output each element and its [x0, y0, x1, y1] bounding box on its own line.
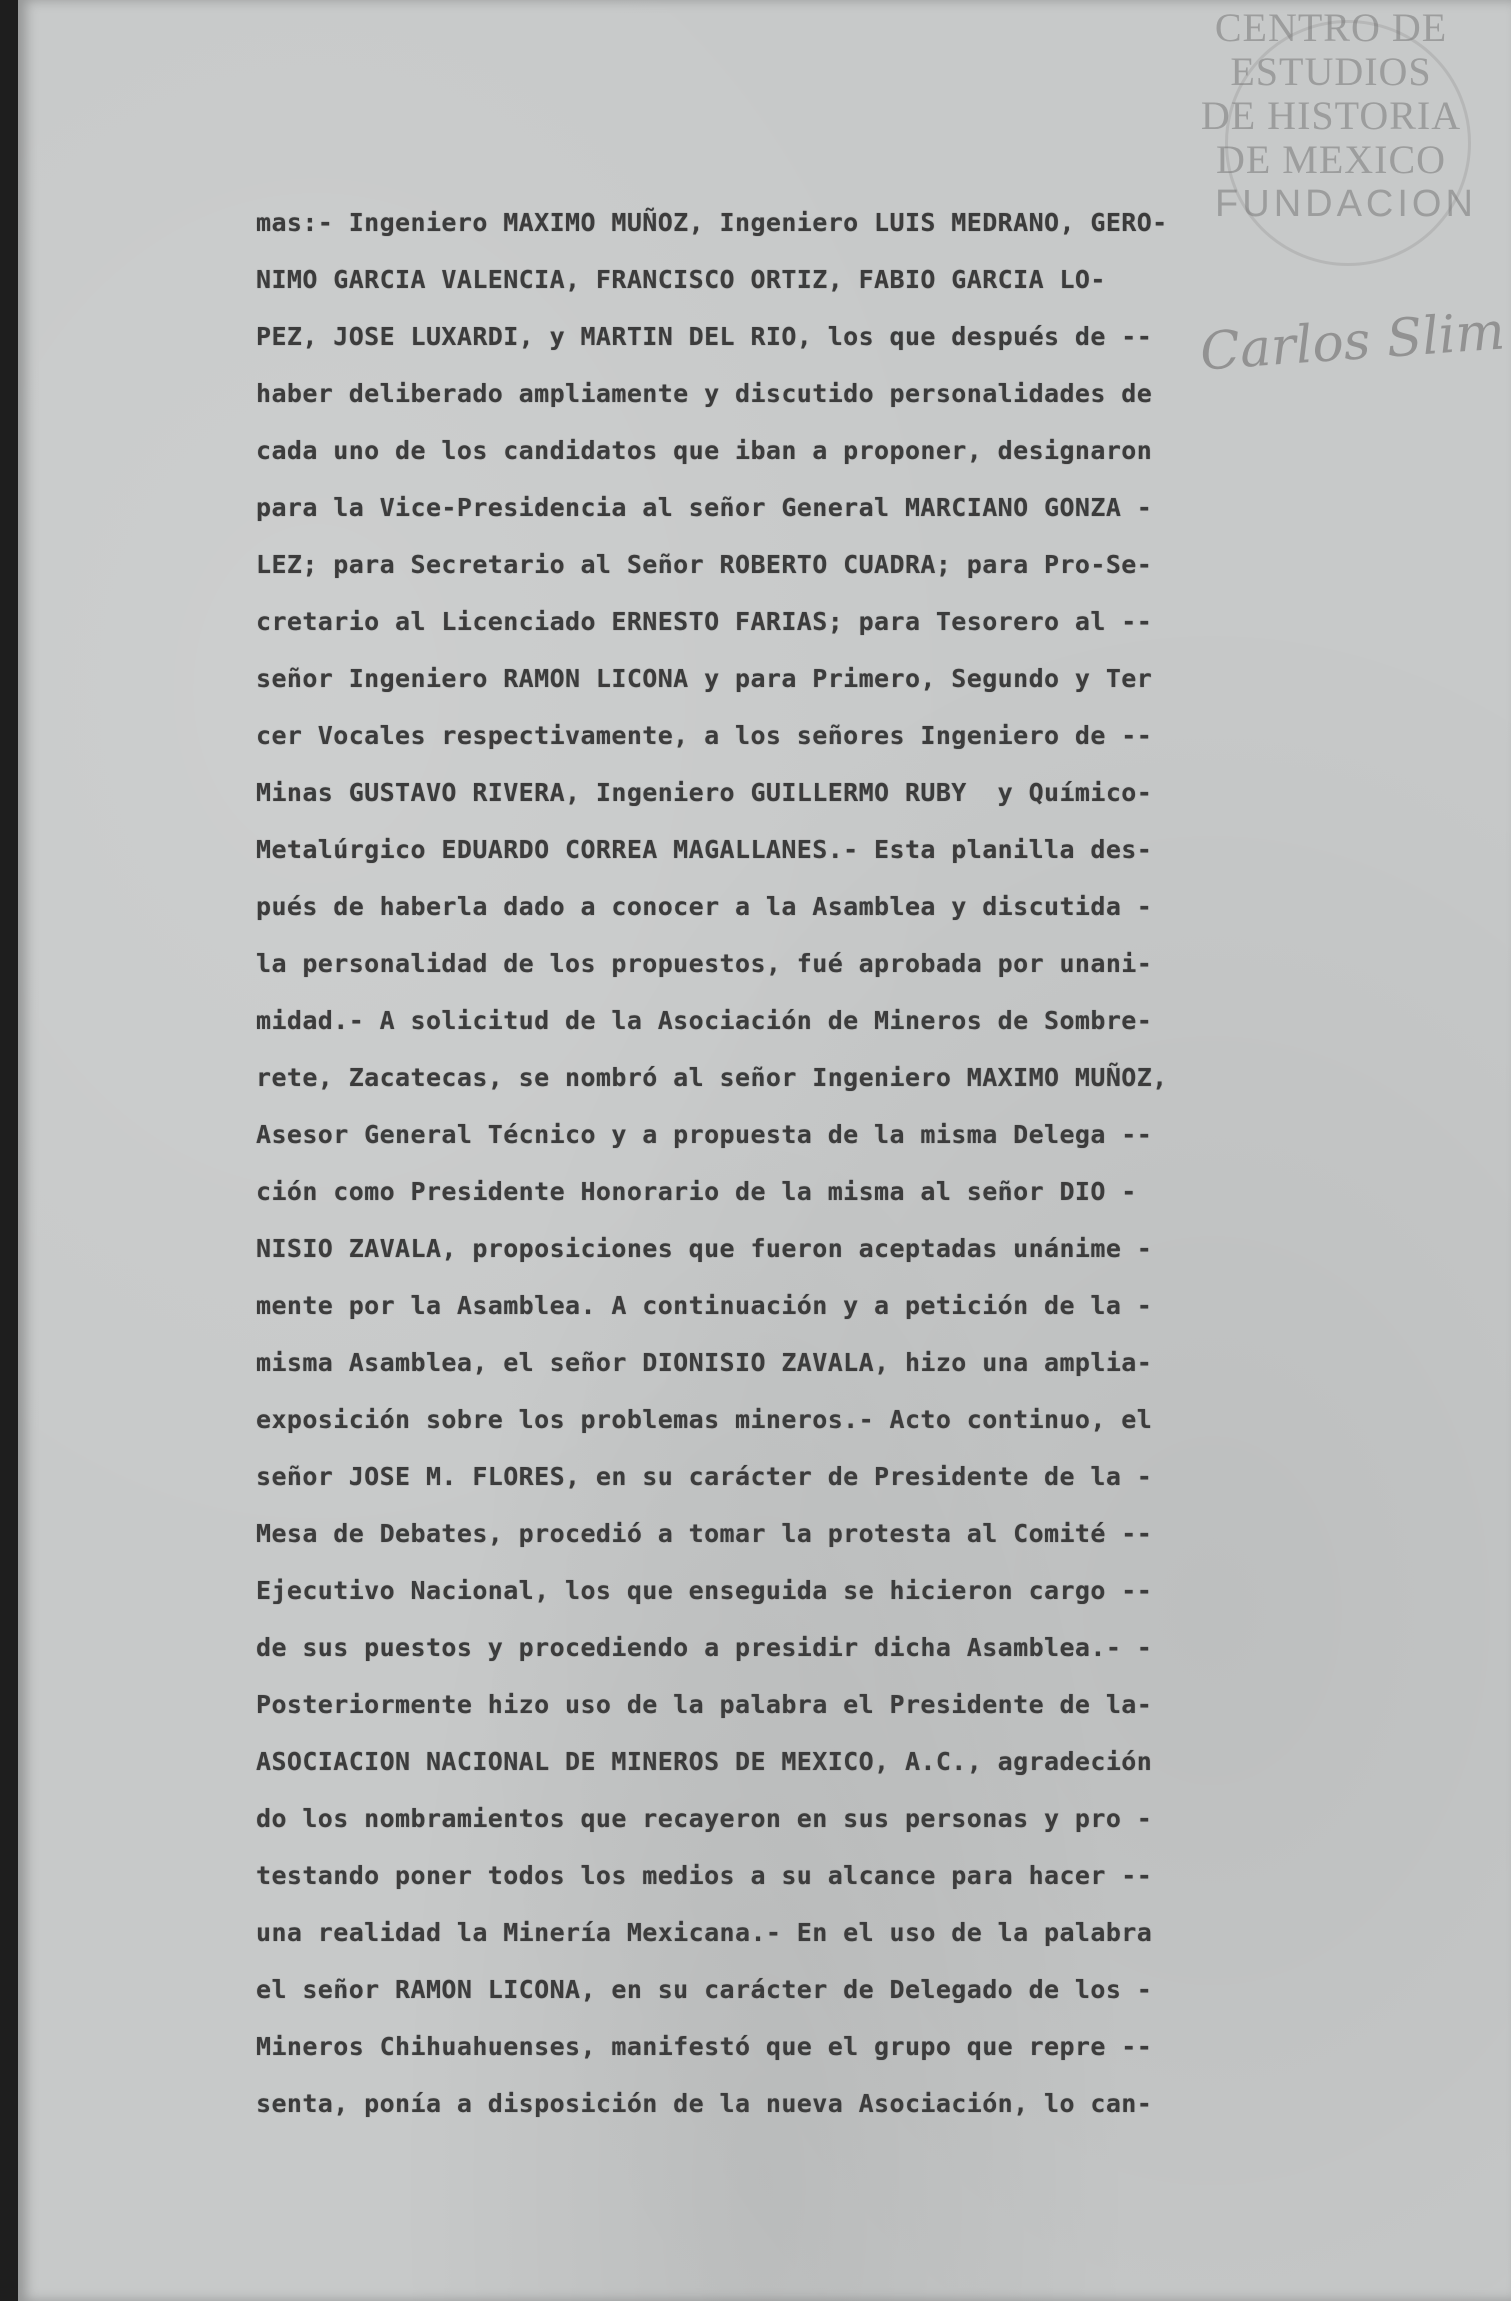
text-line: una realidad la Minería Mexicana.- En el uso de la palabra — [256, 1918, 1153, 1947]
text-line: PEZ, JOSE LUXARDI, y MARTIN DEL RIO, los que después de -- — [256, 322, 1153, 351]
text-line: señor Ingeniero RAMON LICONA y para Primero, Segundo y Ter — [256, 664, 1153, 693]
text-line: Mesa de Debates, procedió a tomar la protesta al Comité -- — [256, 1519, 1153, 1548]
watermark-line-2: ESTUDIOS — [1230, 49, 1432, 94]
text-line: misma Asamblea, el señor DIONISIO ZAVALA, hizo una amplia- — [256, 1348, 1153, 1377]
text-line: NIMO GARCIA VALENCIA, FRANCISCO ORTIZ, FABIO GARCIA LO- — [256, 265, 1106, 294]
archive-watermark — [1181, 6, 1481, 226]
text-line: Metalúrgico EDUARDO CORREA MAGALLANES.- Esta planilla des- — [256, 835, 1153, 864]
document-page — [18, 0, 1511, 2301]
text-line: pués de haberla dado a conocer a la Asamblea y discutida - — [256, 892, 1153, 921]
text-line: la personalidad de los propuestos, fué aprobada por unani- — [256, 949, 1153, 978]
text-line: cretario al Licenciado ERNESTO FARIAS; para Tesorero al -- — [256, 607, 1153, 636]
text-line: haber deliberado ampliamente y discutido personalidades de — [256, 379, 1153, 408]
watermark-line-3: DE HISTORIA — [1200, 93, 1462, 138]
text-line: senta, ponía a disposición de la nueva Asociación, lo can- — [256, 2089, 1153, 2118]
text-line: Asesor General Técnico y a propuesta de la misma Delega -- — [256, 1120, 1153, 1149]
watermark-signature: Carlos Slim — [1198, 301, 1507, 383]
text-line: ción como Presidente Honorario de la misma al señor DIO - — [256, 1177, 1137, 1206]
text-line: ASOCIACION NACIONAL DE MINEROS DE MEXICO, A.C., agradeción — [256, 1747, 1153, 1776]
text-line: testando poner todos los medios a su alcance para hacer -- — [256, 1861, 1153, 1890]
watermark-line-4: DE MEXICO — [1215, 137, 1447, 182]
text-line: NISIO ZAVALA, proposiciones que fueron aceptadas unánime - — [256, 1234, 1153, 1263]
text-line: de sus puestos y procediendo a presidir dicha Asamblea.- - — [256, 1633, 1153, 1662]
text-line: Mineros Chihuahuenses, manifestó que el grupo que repre -- — [256, 2032, 1153, 2061]
typed-text-body — [256, 194, 1406, 2132]
text-line: cer Vocales respectivamente, a los señores Ingeniero de -- — [256, 721, 1153, 750]
text-line: Posteriormente hizo uso de la palabra el Presidente de la- — [256, 1690, 1153, 1719]
text-line: Minas GUSTAVO RIVERA, Ingeniero GUILLERMO RUBY y Químico- — [256, 778, 1153, 807]
text-line: Ejecutivo Nacional, los que enseguida se hicieron cargo -- — [256, 1576, 1153, 1605]
text-line: para la Vice-Presidencia al señor General MARCIANO GONZA - — [256, 493, 1153, 522]
text-line: do los nombramientos que recayeron en sus personas y pro - — [256, 1804, 1153, 1833]
text-line: LEZ; para Secretario al Señor ROBERTO CUADRA; para Pro-Se- — [256, 550, 1153, 579]
watermark-line-1: CENTRO DE — [1214, 5, 1448, 50]
text-line: el señor RAMON LICONA, en su carácter de Delegado de los - — [256, 1975, 1153, 2004]
text-line: señor JOSE M. FLORES, en su carácter de Presidente de la - — [256, 1462, 1153, 1491]
text-line: midad.- A solicitud de la Asociación de Mineros de Sombre- — [256, 1006, 1153, 1035]
text-line: rete, Zacatecas, se nombró al señor Ingeniero MAXIMO MUÑOZ, — [256, 1063, 1168, 1092]
text-line: mente por la Asamblea. A continuación y a petición de la - — [256, 1291, 1153, 1320]
text-line: cada uno de los candidatos que iban a proponer, designaron — [256, 436, 1153, 465]
text-line: exposición sobre los problemas mineros.- Acto continuo, el — [256, 1405, 1153, 1434]
watermark-line-5: FUNDACION — [1215, 183, 1477, 225]
text-line: mas:- Ingeniero MAXIMO MUÑOZ, Ingeniero LUIS MEDRANO, GERO- — [256, 208, 1168, 237]
